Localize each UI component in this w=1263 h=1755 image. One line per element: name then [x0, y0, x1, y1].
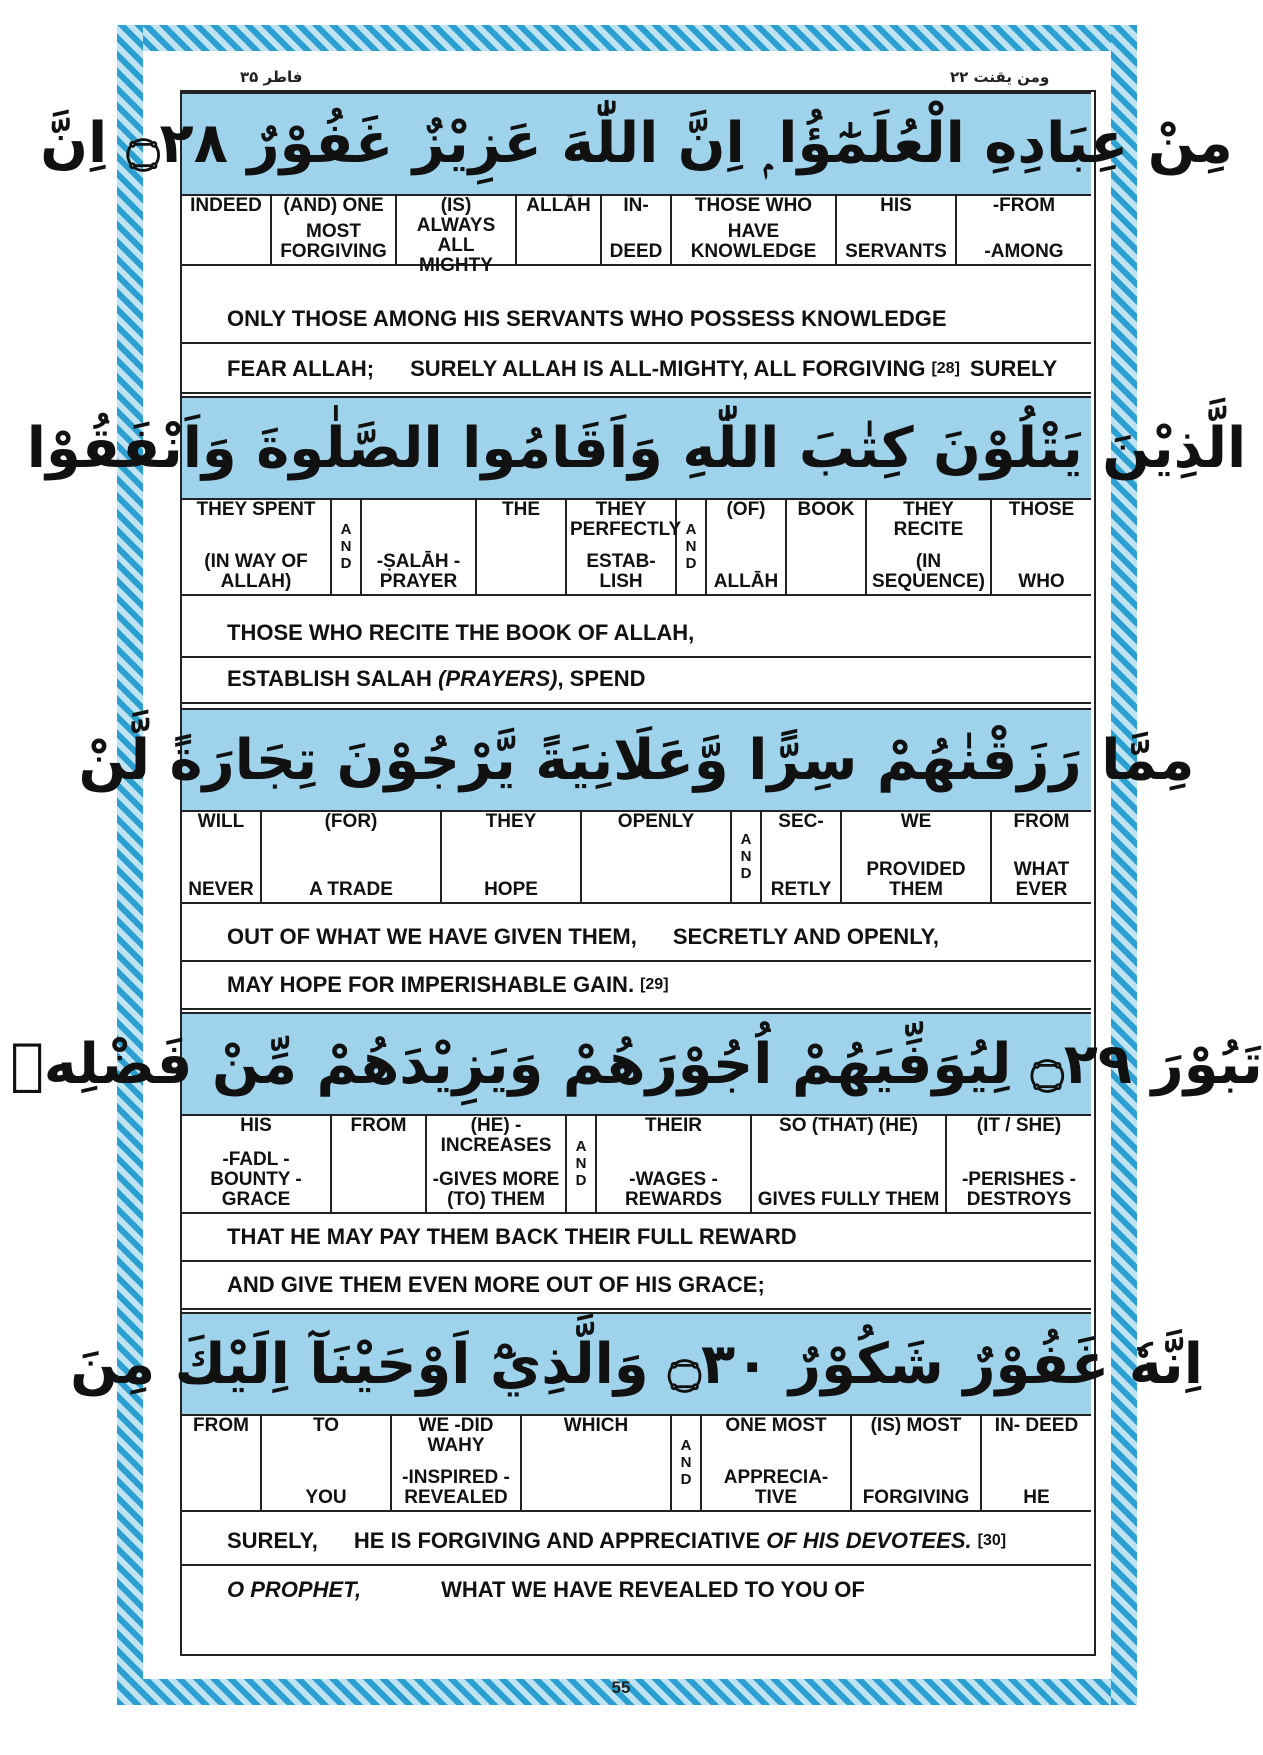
- word-cell: A N D: [672, 1414, 702, 1510]
- word-cell: OPENLY: [582, 810, 732, 902]
- word-cell: A N D: [677, 498, 707, 594]
- word-cell: (HE) -INCREASES -GIVES MORE (TO) THEM: [427, 1114, 567, 1212]
- surah-header: فاطر ۳۵: [240, 68, 303, 86]
- word-cell: THEY PERFECTLY ESTAB- LISH: [567, 498, 677, 594]
- word-table-3: [182, 810, 1091, 904]
- arabic-verse-1: مِنْ عِبَادِهِ الْعُلَمٰٓؤُا ۭ اِنَّ اللّٰهَ عَزِيْزٌ غَفُوْرٌ ۝٢٨ اِنَّ: [182, 92, 1091, 196]
- arabic-verse-3: مِمَّا رَزَقْنٰهُمْ سِرًّا وَّعَلَانِيَةً يَّرْجُوْنَ تِجَارَةً لَّنْ: [182, 708, 1091, 812]
- word-cell: A N D: [332, 498, 362, 594]
- translation-line: MAY HOPE FOR IMPERISHABLE GAIN. [29]: [182, 962, 1091, 1010]
- word-cell: INDEED: [182, 194, 272, 264]
- word-cell: WHICH: [522, 1414, 672, 1510]
- word-cell: THE: [477, 498, 567, 594]
- word-table-5: [182, 1414, 1091, 1512]
- word-cell: THEIR -WAGES -REWARDS: [597, 1114, 752, 1212]
- word-cell: WE PROVIDED THEM: [842, 810, 992, 902]
- translation-line: AND GIVE THEM EVEN MORE OUT OF HIS GRACE;: [182, 1262, 1091, 1310]
- word-cell: SO (THAT) (HE) GIVES FULLY THEM: [752, 1114, 947, 1212]
- translation-line: O PROPHET, WHAT WE HAVE REVEALED TO YOU OF: [227, 1577, 865, 1602]
- word-cell: TO YOU: [262, 1414, 392, 1510]
- arabic-verse-4: تَبُوْرَ ۝٢٩ لِيُوَفِّيَهُمْ اُجُوْرَهُمْ وَيَزِيْدَهُمْ مِّنْ فَضْلِهٖ: [182, 1012, 1091, 1116]
- word-cell: THEY SPENT (IN WAY OF ALLAH): [182, 498, 332, 594]
- word-cell: -FROM -AMONG: [984, 195, 1064, 262]
- word-cell: (AND) ONE MOST FORGIVING: [272, 194, 397, 264]
- translation-line: THAT HE MAY PAY THEM BACK THEIR FULL REWARD: [182, 1214, 1091, 1262]
- word-cell: (FOR) A TRADE: [262, 810, 442, 902]
- arabic-verse-5: اِنَّهٗ غَفُوْرٌ شَكُوْرٌ ۝٣٠ وَالَّذِيْٓ اَوْحَيْنَآ اِلَيْكَ مِنَ: [182, 1312, 1091, 1416]
- word-cell: FROM: [182, 1414, 262, 1510]
- page-number: 55: [611, 1678, 631, 1697]
- word-cell: ALLĀH: [517, 194, 602, 264]
- word-cell: SEC- RETLY: [762, 810, 842, 902]
- word-cell: FROM: [332, 1114, 427, 1212]
- word-cell: (IT / SHE) -PERISHES -DESTROYS: [961, 1115, 1077, 1210]
- word-table-2: [182, 498, 1091, 596]
- word-cell: THOSE WHO HAVE KNOWLEDGE: [672, 194, 837, 264]
- translation-line: SURELY, HE IS FORGIVING AND APPRECIATIVE OF HIS DEVOTEES. [30]: [182, 1518, 1091, 1566]
- word-cell: A N D: [732, 810, 762, 902]
- juz-header: ومن یقنت ۲۲: [950, 68, 1050, 86]
- translation-line: ESTABLISH SALAH (PRAYERS) , SPEND: [182, 656, 1091, 704]
- word-cell: FROM WHAT EVER: [1013, 811, 1070, 900]
- word-cell: THOSE WHO: [1008, 499, 1075, 592]
- word-cell: WILL NEVER: [182, 810, 262, 902]
- word-cell: BOOK: [787, 498, 867, 594]
- word-cell: (IS) MOST FORGIVING: [852, 1414, 982, 1510]
- word-cell: A N D: [567, 1114, 597, 1212]
- word-cell: IN- DEED HE: [994, 1415, 1079, 1508]
- word-cell: (IS) ALWAYS ALL MIGHTY: [397, 194, 517, 264]
- translation-line: FEAR ALLAH; SURELY ALLAH IS ALL-MIGHTY, ALL FORGIVING [28] SURELY: [182, 346, 1091, 394]
- word-cell: ONE MOST APPRECIA- TIVE: [702, 1414, 852, 1510]
- word-cell: WE -DID WAHY -INSPIRED -REVEALED: [392, 1414, 522, 1510]
- word-table-1: [182, 194, 1091, 276]
- word-cell: HIS SERVANTS: [837, 194, 957, 264]
- word-cell: THEY HOPE: [442, 810, 582, 902]
- translation-line: OUT OF WHAT WE HAVE GIVEN THEM, SECRETLY AND OPENLY,: [182, 914, 1091, 962]
- word-cell: IN- DEED: [602, 194, 672, 264]
- word-table-4: [182, 1114, 1091, 1214]
- word-cell: HIS -FADL -BOUNTY -GRACE: [182, 1114, 332, 1212]
- arabic-verse-2: الَّذِيْنَ يَتْلُوْنَ كِتٰبَ اللّٰهِ وَاَقَامُوا الصَّلٰوةَ وَاَنْفَقُوْا: [182, 396, 1091, 500]
- translation-line: THOSE WHO RECITE THE BOOK OF ALLAH,: [182, 610, 1091, 658]
- word-cell: -ṢALĀH -PRAYER: [362, 498, 477, 594]
- word-cell: (OF) ALLĀH: [707, 498, 787, 594]
- translation-line: ONLY THOSE AMONG HIS SERVANTS WHO POSSESS KNOWLEDGE: [182, 296, 1091, 344]
- word-cell: THEY RECITE (IN SEQUENCE): [867, 498, 992, 594]
